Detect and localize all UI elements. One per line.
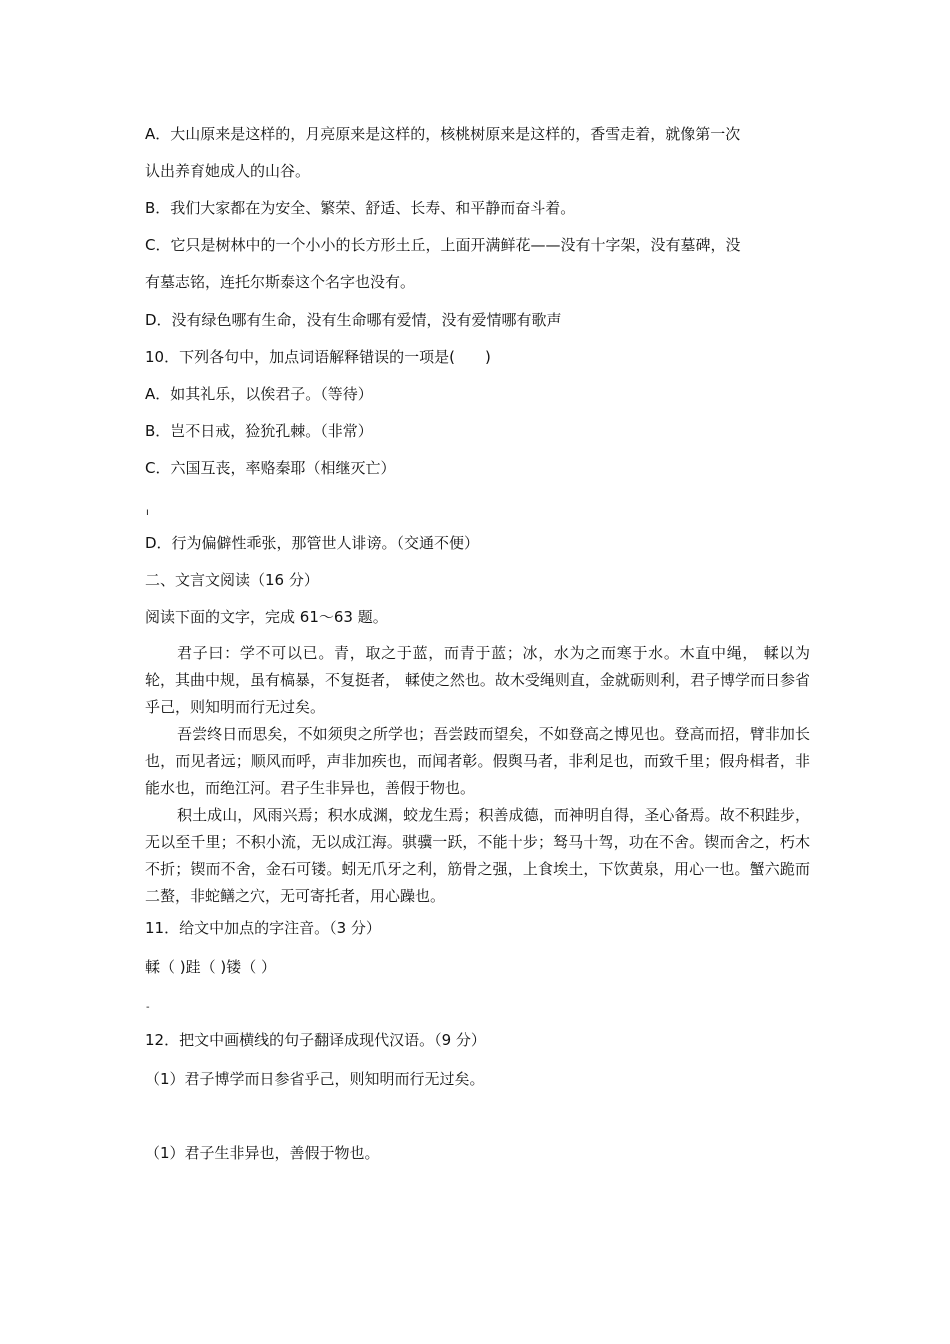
option-a-line-1: A．大山原来是这样的，月亮原来是这样的，核桃树原来是这样的，香雪走着，就像第一次 [145,125,741,143]
q10-option-a: A．如其礼乐，以俟君子。（等待） [145,385,373,403]
option-b: B．我们大家都在为安全、繁荣、舒适、长寿、和平静而奋斗着。 [145,199,576,217]
passage-paragraph-1: 君子曰：学不可以已。青，取之于蓝，而青于蓝；冰，水为之而寒于水。木直中绳， 輮以为轮，其曲中规，虽有槁暴，不复挺者， 輮使之然也。故木受绳则直，金就砺则利，君子博学而日参省乎己，则知明而行无过矣。 [145,644,810,716]
question-10: 10．下列各句中，加点词语解释错误的一项是( ) [145,348,491,366]
stray-mark: ı [146,507,149,518]
q10-option-b: B．岂不日戒，猃狁孔棘。（非常） [145,422,373,440]
passage-paragraph-3: 积土成山，风雨兴焉；积水成渊，蛟龙生焉；积善成德，而神明自得，圣心备焉。故不积跬步，无以至千里；不积小流，无以成江海。骐骥一跃，不能十步；驽马十驾，功在不舍。锲而舍之，朽木不折；锲而不舍，金石可镂。蚓无爪牙之利，筋骨之强，上食埃土，下饮黄泉，用心一也。蟹六跪而二螯，非蛇鳝之穴，无可寄托者，用心躁也。 [145,806,810,905]
option-a-line-2: 认出养育她成人的山谷。 [145,162,311,180]
section-heading: 二、文言文阅读（16 分） [145,571,319,589]
option-d: D．没有绿色哪有生命，没有生命哪有爱情，没有爱情哪有歌声 [145,311,562,329]
reading-instruction: 阅读下面的文字，完成 61～63 题。 [145,608,388,626]
passage-paragraph-2: 吾尝终日而思矣，不如须臾之所学也；吾尝跂而望矣，不如登高之博见也。登高而招，臂非加长也，而见者远；顺风而呼，声非加疾也，而闻者彰。假舆马者，非利足也，而致千里；假舟楫者，非能水也，而绝江河。君子生非异也，善假于物也。 [145,725,810,797]
question-11: 11．给文中加点的字注音。（3 分） [145,919,381,937]
question-12: 12．把文中画横线的句子翻译成现代汉语。（9 分） [145,1031,486,1049]
option-c-line-2: 有墓志铭，连托尔斯泰这个名字也没有。 [145,273,416,291]
q11-answer-blanks: 輮（ )跬（ )镂（ ） [145,958,277,976]
q10-option-d: D．行为偏僻性乖张，那管世人诽谤。（交通不便） [145,534,480,552]
option-c-line-1: C．它只是树林中的一个小小的长方形土丘，上面开满鲜花——没有十字架，没有墓碑，没 [145,236,741,254]
q12-item-1: （1）君子博学而日参省乎己，则知明而行无过矣。 [145,1070,485,1088]
stray-mark: - [146,1002,150,1013]
q10-option-c: C．六国互丧，率赂秦耶（相继灭亡） [145,459,396,477]
q12-item-2: （1）君子生非异也，善假于物也。 [145,1144,380,1162]
